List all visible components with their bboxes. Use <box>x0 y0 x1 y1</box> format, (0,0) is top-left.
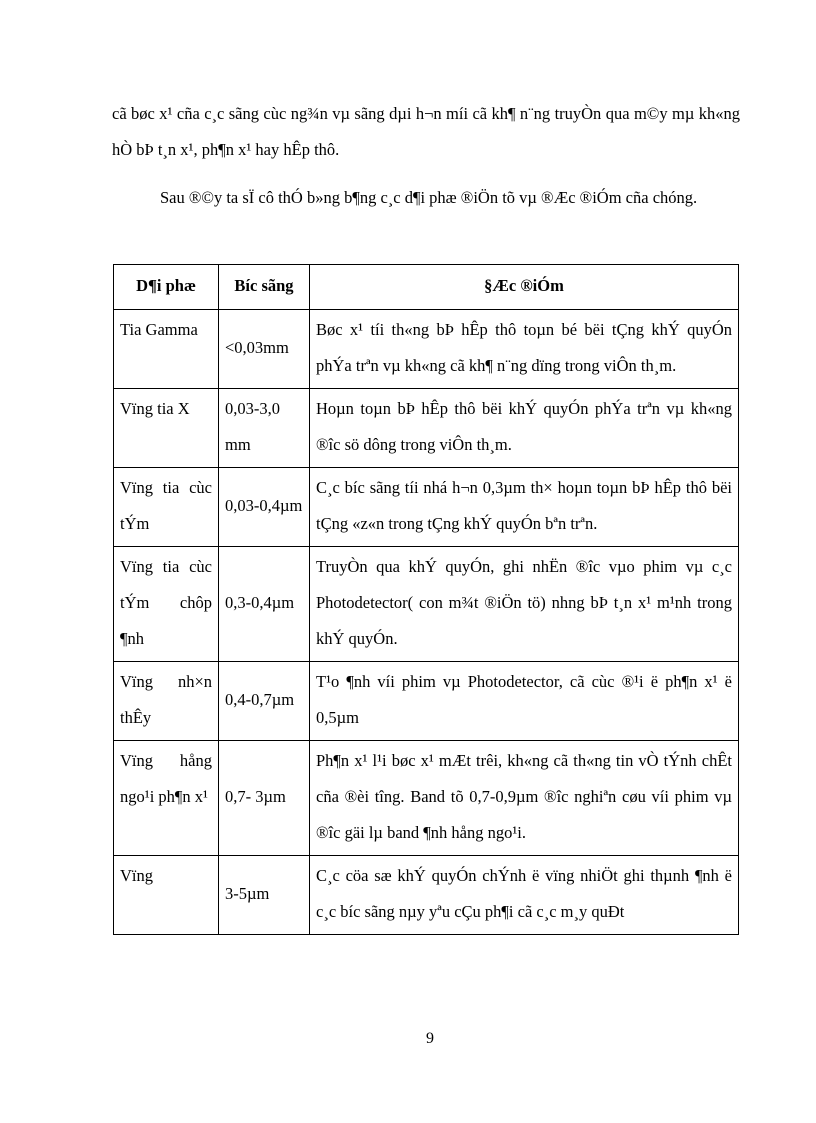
page-number: 9 <box>426 1030 434 1047</box>
cell-band: Vïng tia X <box>114 389 219 468</box>
cell-wavelength: 0,03-0,4µm <box>219 468 310 547</box>
cell-feature: Bøc x¹ tíi th«ng bÞ hÊp thô toµn bé bëi tÇng khÝ quyÓn phÝa trªn vµ kh«ng cã kh¶ n¨ng dïng trong viÔn th¸m. <box>310 310 739 389</box>
paragraph-table-lead: Sau ®©y ta sÏ cô thÓ b»ng b¶ng c¸c d¶i phæ ®iÖn tõ vµ ®Æc ®iÓm cña chóng. <box>160 188 698 207</box>
cell-wavelength: 0,3-0,4µm <box>219 547 310 662</box>
table-row <box>114 741 739 856</box>
cell-band: Vïng hång ngo¹i ph¶n x¹ <box>114 741 219 856</box>
cell-band: Vïng tia cùc tÝm <box>114 468 219 547</box>
spectrum-table <box>113 264 739 935</box>
header-band: D¶i phæ <box>114 265 219 310</box>
cell-band: Vïng tia cùc tÝm chôp ¶nh <box>114 547 219 662</box>
header-wavelength: Bíc sãng <box>219 265 310 310</box>
table-row <box>114 310 739 389</box>
cell-wavelength: 0,03-3,0 mm <box>219 389 310 468</box>
cell-band: Vïng nh×n thÊy <box>114 662 219 741</box>
cell-feature: T¹o ¶nh víi phim vµ Photodetector, cã cùc ®¹i ë ph¶n x¹ ë 0,5µm <box>310 662 739 741</box>
table-row <box>114 547 739 662</box>
cell-feature: C¸c cöa sæ khÝ quyÓn chÝnh ë vïng nhiÖt ghi thµnh ¶nh ë c¸c bíc sãng nµy yªu cÇu ph¶i cã c¸c m¸y quÐt <box>310 856 739 935</box>
cell-wavelength: 0,7- 3µm <box>219 741 310 856</box>
table-row <box>114 389 739 468</box>
table-header-row <box>114 265 739 310</box>
cell-wavelength: <0,03mm <box>219 310 310 389</box>
cell-wavelength: 0,4-0,7µm <box>219 662 310 741</box>
cell-feature: TruyÒn qua khÝ quyÓn, ghi nhËn ®îc vµo phim vµ c¸c Photodetector( con m¾t ®iÖn tö) nhng bÞ t¸n x¹ m¹nh trong khÝ quyÓn. <box>310 547 739 662</box>
cell-wavelength: 3-5µm <box>219 856 310 935</box>
table-row <box>114 856 739 935</box>
table-row <box>114 662 739 741</box>
table-row <box>114 468 739 547</box>
header-feature: §Æc ®iÓm <box>310 265 739 310</box>
cell-feature: Ph¶n x¹ l¹i bøc x¹ mÆt trêi, kh«ng cã th«ng tin vÒ tÝnh chÊt cña ®èi tîng. Band tõ 0,7-0,9µm ®îc nghiªn cøu víi phim vµ ®îc gäi lµ band ¶nh hång ngo¹i. <box>310 741 739 856</box>
cell-band: Tia Gamma <box>114 310 219 389</box>
cell-band: Vïng <box>114 856 219 935</box>
cell-feature: Hoµn toµn bÞ hÊp thô bëi khÝ quyÓn phÝa trªn vµ kh«ng ®îc sö dông trong viÔn th¸m. <box>310 389 739 468</box>
cell-feature: C¸c bíc sãng tíi nhá h¬n 0,3µm th× hoµn toµn bÞ hÊp thô bëi tÇng «z«n trong tÇng khÝ quyÓn bªn trªn. <box>310 468 739 547</box>
paragraph-intro: cã bøc x¹ cña c¸c sãng cùc ng¾n vµ sãng dµi h¬n míi cã kh¶ n¨ng truyÒn qua m©y mµ kh«ng hÒ bÞ t¸n x¹, ph¶n x¹ hay hÊp thô. <box>112 104 740 159</box>
